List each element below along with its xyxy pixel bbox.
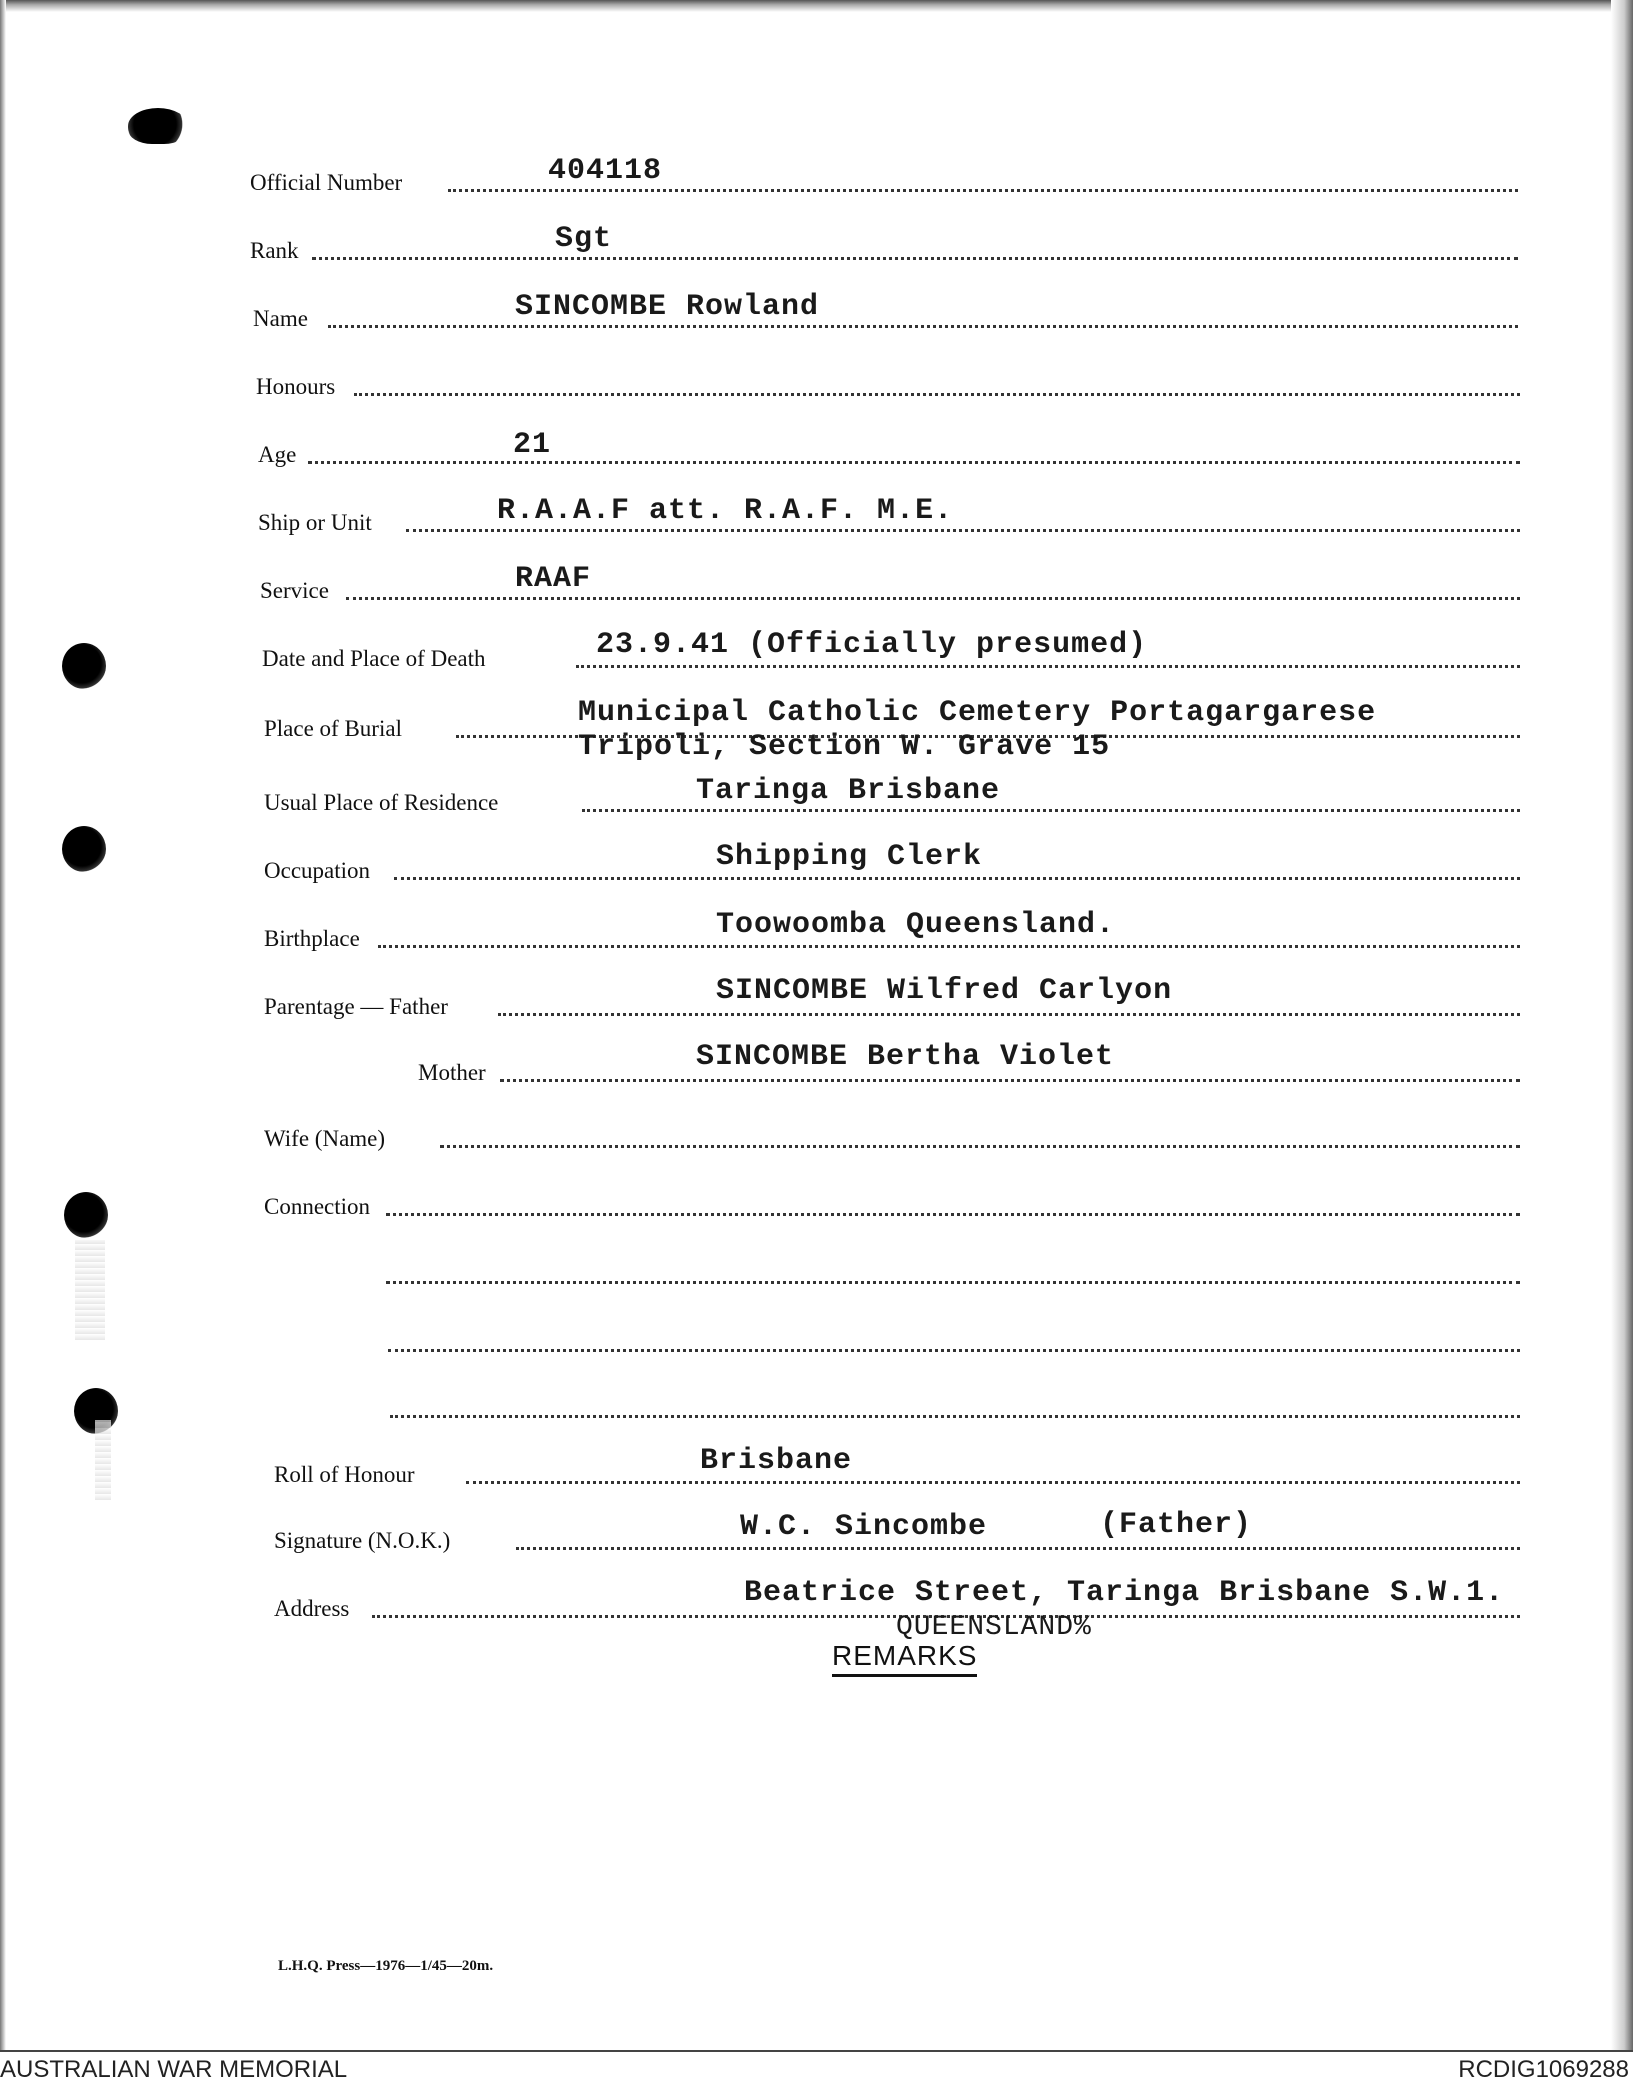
- row-wife: [0, 1106, 1633, 1156]
- dotted-line: [386, 1213, 1520, 1216]
- value-date-place-death: 23.9.41 (Officially presumed): [596, 628, 1148, 662]
- label-connection: Connection: [264, 1194, 371, 1219]
- row-father: [0, 974, 1633, 1024]
- row-connection: [0, 1174, 1633, 1224]
- value-mother: SINCOMBE Bertha Violet: [696, 1040, 1115, 1074]
- dotted-line: [394, 877, 1520, 880]
- label-rank: Rank: [250, 238, 299, 263]
- dotted-line: [500, 1079, 1520, 1082]
- value-service: RAAF: [515, 562, 592, 596]
- dotted-line: [390, 1415, 1520, 1418]
- label-address: Address: [274, 1596, 350, 1621]
- row-name: [0, 286, 1633, 336]
- dotted-line: [354, 393, 1520, 396]
- label-place-of-burial: Place of Burial: [264, 716, 402, 741]
- label-service: Service: [260, 578, 329, 603]
- row-date-place-death: [0, 626, 1633, 676]
- value-age: 21: [513, 428, 552, 462]
- dotted-line: [576, 665, 1520, 668]
- dotted-line: [308, 461, 1520, 464]
- dotted-line: [440, 1145, 1520, 1148]
- row-roll-of-honour: [0, 1442, 1633, 1492]
- footer-bar: [0, 2050, 1633, 2084]
- row-occupation: [0, 838, 1633, 888]
- label-mother: Mother: [418, 1060, 486, 1085]
- dotted-line: [388, 1349, 1520, 1352]
- label-birthplace: Birthplace: [264, 926, 360, 951]
- dotted-line: [582, 809, 1520, 812]
- value-place-of-burial: Municipal Catholic Cemetery Portagargarese: [578, 696, 1377, 730]
- dotted-line: [498, 1013, 1520, 1016]
- row-service: [0, 558, 1633, 608]
- label-usual-residence: Usual Place of Residence: [264, 790, 499, 815]
- remarks-heading: REMARKS: [832, 1640, 977, 1677]
- dotted-line: [312, 257, 1518, 260]
- value-father: SINCOMBE Wilfred Carlyon: [716, 974, 1173, 1008]
- row-connection-extra-1: [0, 1242, 1633, 1292]
- value-birthplace: Toowoomba Queensland.: [716, 908, 1116, 942]
- footer-record-id: RCDIG1069288: [1458, 2056, 1629, 2083]
- value-signature: W.C. Sincombe: [740, 1510, 988, 1544]
- dotted-line: [448, 189, 1518, 192]
- row-ship-or-unit: [0, 490, 1633, 540]
- row-place-of-burial: [0, 696, 1633, 764]
- dotted-line: [386, 1281, 1520, 1284]
- label-honours: Honours: [256, 374, 336, 399]
- row-age: [0, 422, 1633, 472]
- page-edge-top: [0, 0, 1633, 12]
- dotted-line: [378, 945, 1520, 948]
- value-name: SINCOMBE Rowland: [515, 290, 820, 324]
- footer-institution: AUSTRALIAN WAR MEMORIAL: [0, 2056, 348, 2083]
- value-rank: Sgt: [555, 222, 613, 256]
- label-ship-or-unit: Ship or Unit: [258, 510, 372, 535]
- dotted-line: [328, 325, 1518, 328]
- value-usual-residence: Taringa Brisbane: [696, 774, 1001, 808]
- label-wife: Wife (Name): [264, 1126, 386, 1151]
- row-usual-residence: [0, 770, 1633, 820]
- row-official-number: [0, 150, 1633, 200]
- value-address: Beatrice Street, Taringa Brisbane S.W.1.: [744, 1576, 1505, 1610]
- printer-note: L.H.Q. Press—1976—1/45—20m.: [278, 1958, 494, 1974]
- row-birthplace: [0, 906, 1633, 956]
- value-ship-or-unit: R.A.A.F att. R.A.F. M.E.: [497, 494, 954, 528]
- label-signature: Signature (N.O.K.): [274, 1528, 451, 1553]
- label-official-number: Official Number: [250, 170, 403, 195]
- value-roll-of-honour: Brisbane: [700, 1444, 853, 1478]
- label-name: Name: [253, 306, 308, 331]
- dotted-line: [346, 597, 1520, 600]
- dotted-line: [466, 1481, 1520, 1484]
- dotted-line: [406, 529, 1520, 532]
- value-address-line2: QUEENSLAND%: [896, 1612, 1092, 1643]
- value-signature-relation: (Father): [1100, 1508, 1253, 1542]
- dotted-line: [516, 1547, 1520, 1550]
- label-occupation: Occupation: [264, 858, 371, 883]
- value-place-of-burial-line2: Tripoli, Section W. Grave 15: [578, 730, 1111, 764]
- row-address: [0, 1576, 1633, 1643]
- row-signature: [0, 1508, 1633, 1558]
- label-date-place-death: Date and Place of Death: [262, 646, 486, 671]
- label-age: Age: [258, 442, 297, 467]
- row-mother: [0, 1040, 1633, 1090]
- value-occupation: Shipping Clerk: [716, 840, 983, 874]
- label-father: Parentage — Father: [264, 994, 448, 1019]
- label-roll-of-honour: Roll of Honour: [274, 1462, 415, 1487]
- row-connection-extra-2: [0, 1310, 1633, 1360]
- row-connection-extra-3: [0, 1376, 1633, 1426]
- value-official-number: 404118: [548, 154, 663, 188]
- punch-hole-top: [128, 108, 188, 144]
- row-rank: [0, 218, 1633, 268]
- row-honours: [0, 354, 1633, 404]
